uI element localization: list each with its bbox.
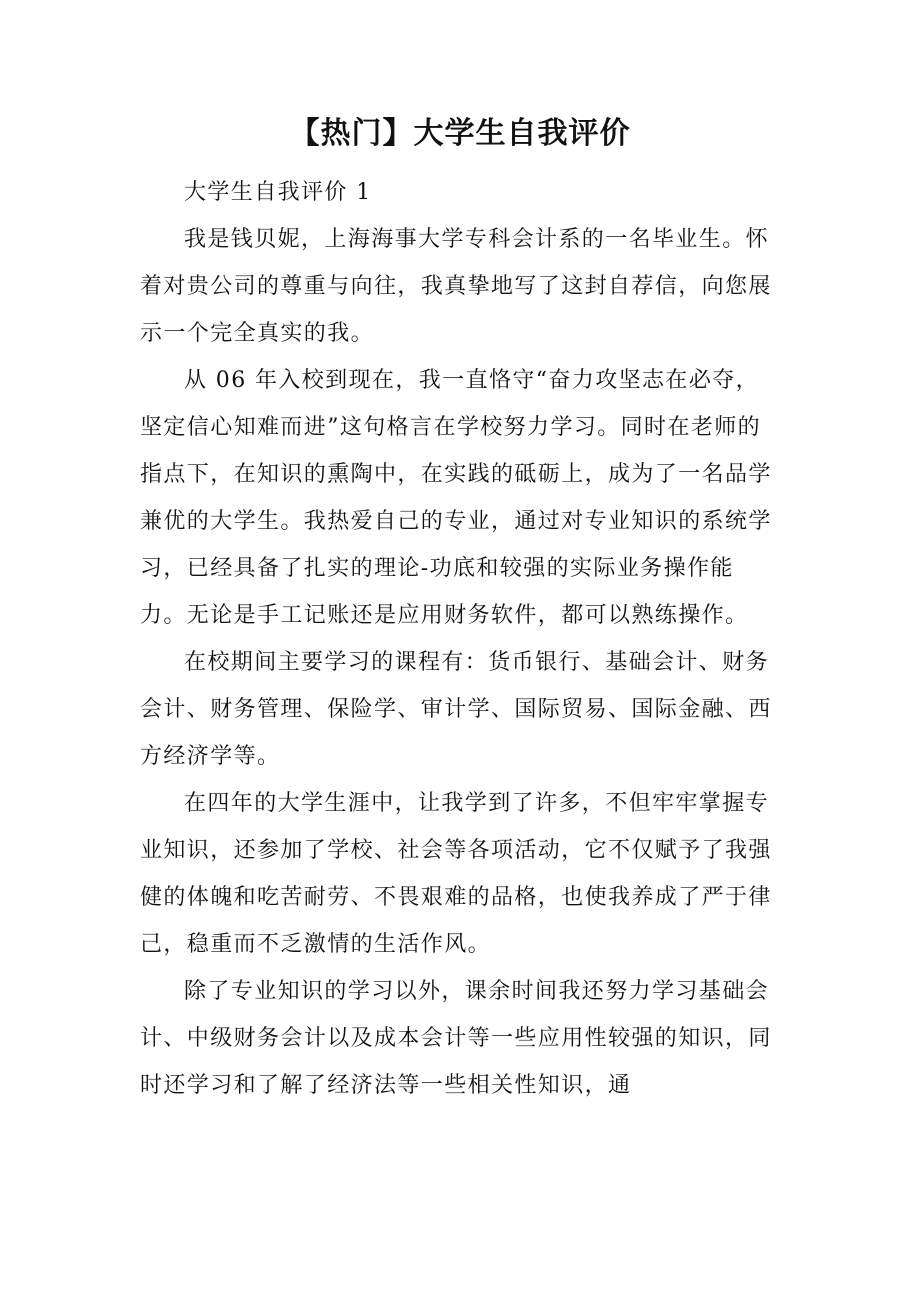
paragraph-courses: 在校期间主要学习的课程有：货币银行、基础会计、财务会计、财务管理、保险学、审计学、国际贸易、国际金融、西方经济学等。 <box>140 650 772 769</box>
section-heading: 大学生自我评价 1 <box>184 180 372 205</box>
paragraph-intro: 我是钱贝妮，上海海事大学专科会计系的一名毕业生。怀着对贵公司的尊重与向往，我真挚地写了这封自荐信，向您展示一个完全真实的我。 <box>140 227 772 346</box>
document-body <box>140 169 780 1109</box>
document-title: 【热门】大学生自我评价 <box>289 116 631 151</box>
paragraph-extra-study: 除了专业知识的学习以外，课余时间我还努力学习基础会计、中级财务会计以及成本会计等一些应用性较强的知识，同时还学习和了解了经济法等一些相关性知识，通 <box>140 979 772 1098</box>
paragraph-study: 从 06 年入校到现在，我一直恪守“奋力攻坚志在必夺，坚定信心知难而进”这句格言在学校努力学习。同时在老师的指点下，在知识的熏陶中，在实践的砥砺上，成为了一名品学兼优的大学生。我热爱自己的专业，通过对专业知识的系统学习，已经具备了扎实的理论-功底和较强的实际业务操作能力。无论是手工记账还是应用财务软件，都可以熟练操作。 <box>140 368 772 628</box>
paragraph-activities: 在四年的大学生涯中，让我学到了许多，不但牢牢掌握专业知识，还参加了学校、社会等各项活动，它不仅赋予了我强健的体魄和吃苦耐劳、不畏艰难的品格，也使我养成了严于律己，稳重而不乏激情的生活作风。 <box>140 791 772 957</box>
